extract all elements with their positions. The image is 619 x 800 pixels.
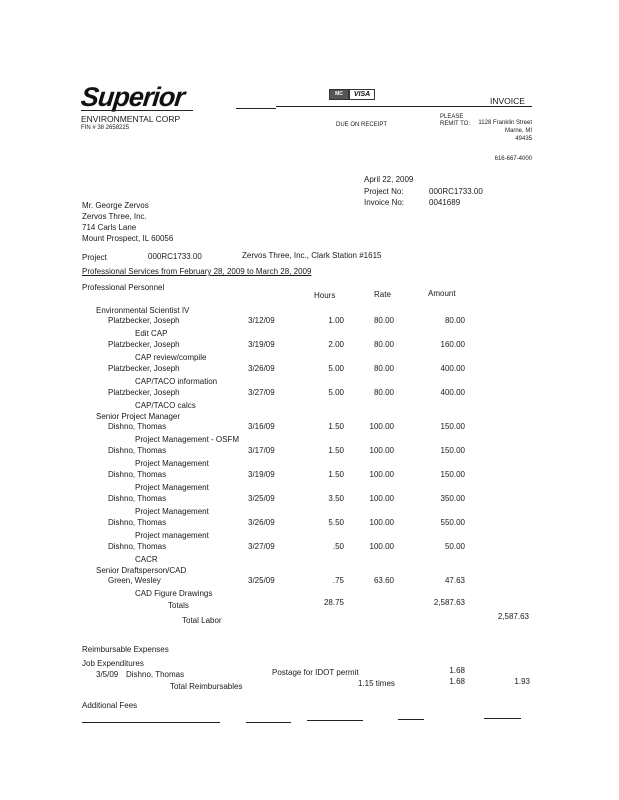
visa-badge: VISA	[349, 89, 375, 100]
labor-amount: 350.00	[440, 494, 465, 503]
labor-description: CAP/TACO information	[135, 377, 218, 386]
labor-rate: 80.00	[373, 316, 394, 325]
labor-employee: Platzbecker, Joseph	[108, 364, 180, 373]
labor-date: 3/26/09	[248, 364, 275, 373]
labor-employee: Platzbecker, Joseph	[108, 316, 180, 325]
labor-description: Project Management	[135, 483, 209, 492]
bill-to-company: Zervos Three, Inc.	[82, 212, 147, 221]
logo-underline	[81, 110, 193, 111]
remit-phone: 616-667-4000	[494, 156, 532, 162]
labor-employee: Dishno, Thomas	[108, 446, 167, 455]
footer-rule-5	[484, 718, 521, 719]
labor-rate: 80.00	[373, 340, 394, 349]
project-description: Zervos Three, Inc., Clark Station #1615	[242, 251, 382, 260]
labor-category: Senior Project Manager	[96, 412, 181, 421]
labor-rate: 80.00	[373, 364, 394, 373]
remit-address-2: Marne, MI	[504, 128, 532, 134]
labor-rate: 100.00	[369, 422, 394, 431]
labor-rate: 100.00	[369, 518, 394, 527]
bill-to-street: 714 Carls Lane	[82, 223, 137, 232]
project-no-label: Project No:	[364, 187, 404, 196]
labor-hours: 2.00	[328, 340, 344, 349]
reimb-line-name: Dishno, Thomas	[126, 670, 185, 679]
fein-number: FIN # 38 2658225	[81, 125, 130, 131]
remit-address-3: 49435	[515, 136, 532, 142]
bill-to-city: Mount Prospect, IL 60056	[82, 234, 174, 243]
footer-rule-3	[307, 720, 363, 721]
labor-description: Project management	[135, 531, 209, 540]
services-heading: Professional Services from February 28, 2009 to March 28, 2009	[82, 267, 312, 276]
reimb-total-base: 1.68	[449, 677, 465, 686]
labor-amount: 150.00	[440, 446, 465, 455]
reimb-line-date: 3/5/09	[96, 670, 119, 679]
labor-rate: 100.00	[369, 494, 394, 503]
personnel-heading: Professional Personnel	[82, 283, 165, 292]
labor-hours: .50	[332, 542, 344, 551]
labor-hours: .75	[332, 576, 344, 585]
company-logo: Superior	[79, 82, 186, 112]
labor-description: CAP/TACO calcs	[135, 401, 196, 410]
header-rule-long	[276, 106, 532, 107]
labor-amount: 80.00	[444, 316, 465, 325]
reimb-line-desc: Postage for IDOT permit	[272, 668, 359, 677]
labor-date: 3/12/09	[248, 316, 275, 325]
labor-employee: Dishno, Thomas	[108, 422, 167, 431]
labor-amount: 400.00	[440, 388, 465, 397]
labor-employee: Dishno, Thomas	[108, 542, 167, 551]
project-label: Project	[82, 253, 107, 262]
labor-rate: 100.00	[369, 470, 394, 479]
labor-date: 3/19/09	[248, 340, 275, 349]
invoice-no-value: 0041689	[429, 198, 461, 207]
labor-hours: 5.50	[328, 518, 344, 527]
labor-employee: Platzbecker, Joseph	[108, 340, 180, 349]
labor-date: 3/19/09	[248, 470, 275, 479]
labor-hours: 5.00	[328, 388, 344, 397]
project-no-value: 000RC1733.00	[429, 187, 483, 196]
total-reimbursables-label: Total Reimbursables	[170, 682, 243, 691]
invoice-title: INVOICE	[490, 96, 525, 106]
labor-date: 3/25/09	[248, 494, 275, 503]
remit-label-2: REMIT TO:	[440, 121, 471, 127]
totals-hours: 28.75	[323, 598, 344, 607]
project-number: 000RC1733.00	[148, 252, 202, 261]
labor-employee: Platzbecker, Joseph	[108, 388, 180, 397]
labor-date: 3/25/09	[248, 576, 275, 585]
labor-description: CAP review/compile	[135, 353, 207, 362]
labor-hours: 5.00	[328, 364, 344, 373]
labor-amount: 550.00	[440, 518, 465, 527]
reimb-line-amount: 1.68	[449, 666, 465, 675]
column-rate: Rate	[374, 290, 391, 299]
labor-amount: 150.00	[440, 422, 465, 431]
remit-address-1: 1128 Franklin Street	[478, 120, 532, 126]
invoice-no-label: Invoice No:	[364, 198, 405, 207]
total-labor-label: Total Labor	[182, 616, 222, 625]
labor-date: 3/27/09	[248, 388, 275, 397]
totals-label: Totals	[168, 601, 189, 610]
labor-amount: 47.63	[444, 576, 465, 585]
remit-label: PLEASE	[440, 114, 464, 120]
labor-amount: 400.00	[440, 364, 465, 373]
footer-rule-1	[82, 722, 220, 723]
labor-rate: 100.00	[369, 446, 394, 455]
labor-rate: 63.60	[373, 576, 394, 585]
labor-hours: 1.00	[328, 316, 344, 325]
labor-description: CACR	[135, 555, 158, 564]
labor-rate: 100.00	[369, 542, 394, 551]
reimbursable-heading: Reimbursable Expenses	[82, 645, 169, 654]
labor-date: 3/26/09	[248, 518, 275, 527]
labor-employee: Dishno, Thomas	[108, 470, 167, 479]
labor-description: Project Management	[135, 507, 209, 516]
invoice-date: April 22, 2009	[364, 175, 414, 184]
labor-hours: 1.50	[328, 446, 344, 455]
labor-employee: Dishno, Thomas	[108, 494, 167, 503]
labor-amount: 150.00	[440, 470, 465, 479]
labor-description: Project Management	[135, 459, 209, 468]
additional-fees-heading: Additional Fees	[82, 701, 138, 710]
labor-employee: Green, Wesley	[108, 576, 161, 585]
labor-amount: 50.00	[444, 542, 465, 551]
header-rule	[236, 108, 276, 109]
total-labor-amount: 2,587.63	[497, 612, 529, 621]
footer-rule-4	[398, 719, 424, 720]
labor-description: CAD Figure Drawings	[135, 589, 213, 598]
labor-employee: Dishno, Thomas	[108, 518, 167, 527]
company-name: ENVIRONMENTAL CORP	[81, 114, 181, 124]
labor-date: 3/16/09	[248, 422, 275, 431]
reimb-multiplier: 1.15 times	[358, 679, 395, 688]
labor-rate: 80.00	[373, 388, 394, 397]
job-expenditures-heading: Job Expenditures	[82, 659, 144, 668]
mastercard-badge: MC	[329, 89, 349, 100]
labor-hours: 1.50	[328, 470, 344, 479]
labor-category: Environmental Scientist IV	[96, 306, 190, 315]
due-terms: DUE ON RECEIPT	[336, 122, 388, 128]
labor-description: Edit CAP	[135, 329, 168, 338]
labor-hours: 1.50	[328, 422, 344, 431]
labor-date: 3/27/09	[248, 542, 275, 551]
labor-category: Senior Draftsperson/CAD	[96, 566, 187, 575]
bill-to-name: Mr. George Zervos	[82, 201, 149, 210]
reimb-total: 1.93	[514, 677, 530, 686]
labor-date: 3/17/09	[248, 446, 275, 455]
column-amount: Amount	[428, 289, 456, 298]
labor-hours: 3.50	[328, 494, 344, 503]
totals-amount: 2,587.63	[433, 598, 465, 607]
footer-rule-2	[246, 722, 291, 723]
column-hours: Hours	[314, 291, 336, 300]
labor-amount: 160.00	[440, 340, 465, 349]
labor-description: Project Management - OSFM	[135, 435, 240, 444]
